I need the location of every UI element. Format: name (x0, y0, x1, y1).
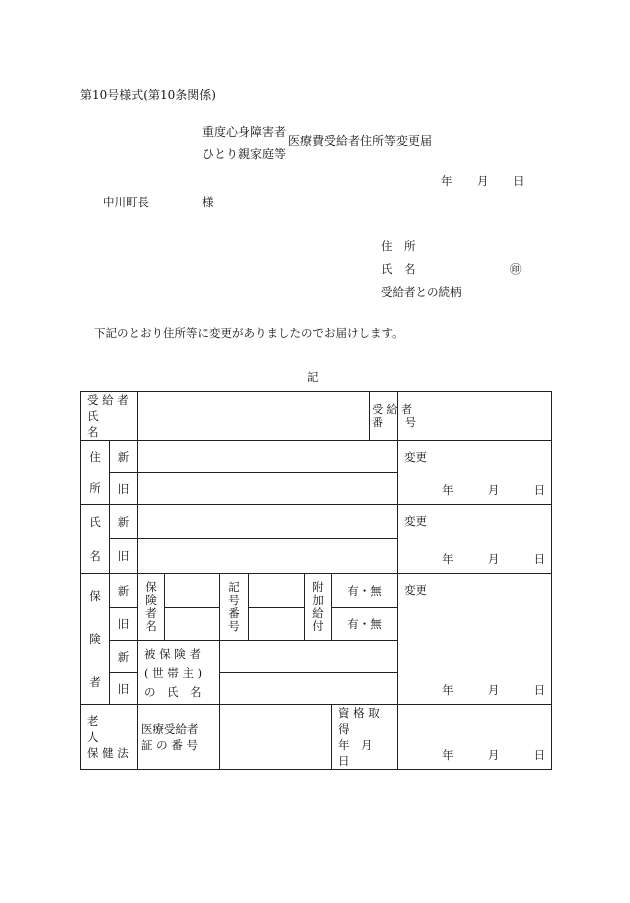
honorific: 様 (202, 195, 214, 209)
header-char: 所 (89, 481, 101, 496)
change-label: 変更 (404, 583, 428, 597)
statement: 下記のとおり住所等に変更がありましたのでお届けします。 (94, 326, 404, 340)
header-char: 保 (89, 588, 101, 603)
header-line: ( 世 帯 主 ) (144, 665, 203, 680)
new-yes-no-option[interactable]: 有・無 (332, 574, 398, 608)
change-date (442, 682, 545, 698)
header-char: 号 (228, 619, 240, 633)
applicant-name-label: 氏 名 (381, 262, 416, 276)
new-label: 新 (110, 505, 138, 539)
seal-mark: ㊞ (510, 262, 522, 276)
insurer-header (81, 574, 110, 705)
old-insured-name-cell[interactable] (220, 673, 398, 705)
old-symbol-number-cell[interactable] (249, 608, 305, 641)
change-form-table (80, 391, 552, 770)
header-char: 加 (312, 593, 324, 607)
header-line: 老 人 (87, 714, 133, 744)
new-label: 新 (110, 641, 138, 673)
recipient-number-header (370, 392, 417, 441)
insurer-change-cell[interactable] (398, 574, 552, 705)
header-char: 保 (145, 580, 157, 594)
header-line: 保 健 法 (87, 746, 129, 760)
change-date (442, 482, 545, 498)
month-label: 月 (487, 683, 500, 697)
header-char: 給 (312, 606, 324, 620)
new-insurer-name-cell[interactable] (165, 574, 220, 608)
recipient-number-cell[interactable] (398, 392, 552, 441)
title-category (202, 121, 286, 165)
header-char: 氏 (89, 515, 101, 529)
header-char: 附 (312, 580, 324, 594)
header-line: 資 格 取 得 (338, 706, 380, 736)
name-header (81, 505, 110, 574)
recipient-name-cell[interactable] (138, 392, 370, 441)
relation-label: 受給者との続柄 (381, 285, 462, 299)
name-change-cell[interactable] (398, 505, 552, 574)
day-label: 日 (533, 552, 546, 566)
title-category-line: 重度心身障害者 (202, 125, 287, 139)
header-line: 番 号 (372, 416, 417, 429)
header-char: 険 (145, 593, 157, 607)
header-char: 名 (145, 619, 157, 633)
header-char: 住 (89, 449, 101, 464)
day-label: 日 (533, 683, 546, 697)
header-char: 号 (228, 593, 240, 607)
form-number: 第10号様式(第10条関係) (80, 88, 216, 102)
month-label: 月 (477, 174, 489, 188)
symbol-number-header (220, 574, 249, 641)
new-symbol-number-cell[interactable] (249, 574, 305, 608)
old-yes-no-option[interactable]: 有・無 (332, 608, 398, 641)
old-label: 旧 (110, 673, 138, 705)
header-char: 険 (89, 631, 101, 646)
old-insurer-name-cell[interactable] (165, 608, 220, 641)
year-label: 年 (441, 174, 453, 188)
header-char: 者 (145, 606, 157, 620)
new-insured-name-cell[interactable] (220, 641, 398, 673)
header-line: 証 の 番 号 (141, 738, 198, 752)
change-label: 変更 (404, 514, 428, 528)
day-label: 日 (533, 483, 546, 497)
header-line: 受 給 者 (87, 393, 129, 407)
header-char: 名 (89, 549, 101, 563)
document-title: 医療費受給者住所等変更届 (288, 134, 433, 148)
medical-cert-header (138, 705, 220, 770)
ki-heading: 記 (307, 370, 319, 384)
month-label: 月 (487, 483, 500, 497)
insurer-name-header (138, 574, 165, 641)
header-line: 受 給 者 (372, 403, 413, 416)
header-char: 番 (228, 606, 240, 620)
header-line: 氏 名 (87, 409, 122, 439)
month-label: 月 (487, 748, 500, 762)
recipient-name-header (81, 392, 138, 441)
qualification-header (332, 705, 398, 770)
applicant-address-label: 住 所 (381, 239, 416, 253)
header-line: 被 保 険 者 (144, 646, 201, 661)
insured-header (138, 641, 220, 705)
title-category-line: ひとり親家庭等 (202, 147, 287, 161)
addressee-name: 中川町長 (103, 195, 149, 209)
header-char: 付 (312, 619, 324, 633)
year-label: 年 (442, 683, 454, 697)
address-change-cell[interactable] (398, 441, 552, 505)
new-name-cell[interactable] (138, 505, 398, 539)
old-address-cell[interactable] (138, 473, 398, 505)
day-label: 日 (513, 174, 525, 188)
old-name-cell[interactable] (138, 539, 398, 574)
month-label: 月 (487, 552, 500, 566)
year-label: 年 (442, 483, 454, 497)
qualification-date (442, 747, 545, 763)
new-label: 新 (110, 574, 138, 608)
additional-benefit-header (305, 574, 332, 641)
header-line: の 氏 名 (144, 684, 202, 699)
old-label: 旧 (110, 473, 138, 505)
header-char: 者 (89, 675, 101, 690)
medical-cert-number-cell[interactable] (220, 705, 332, 770)
header-line: 年 月 日 (338, 738, 384, 768)
change-label: 変更 (404, 450, 428, 464)
old-label: 旧 (110, 608, 138, 641)
old-label: 旧 (110, 539, 138, 574)
header-char: 記 (228, 580, 240, 594)
addressee (103, 194, 149, 210)
year-label: 年 (442, 748, 454, 762)
elderly-health-header (81, 705, 138, 770)
change-date (442, 551, 545, 567)
qualification-date-cell[interactable] (398, 705, 552, 770)
day-label: 日 (533, 748, 546, 762)
header-line: 医療受給者 (141, 722, 199, 736)
address-header (81, 441, 110, 505)
year-label: 年 (442, 552, 454, 566)
new-address-cell[interactable] (138, 441, 398, 473)
new-label: 新 (110, 441, 138, 473)
